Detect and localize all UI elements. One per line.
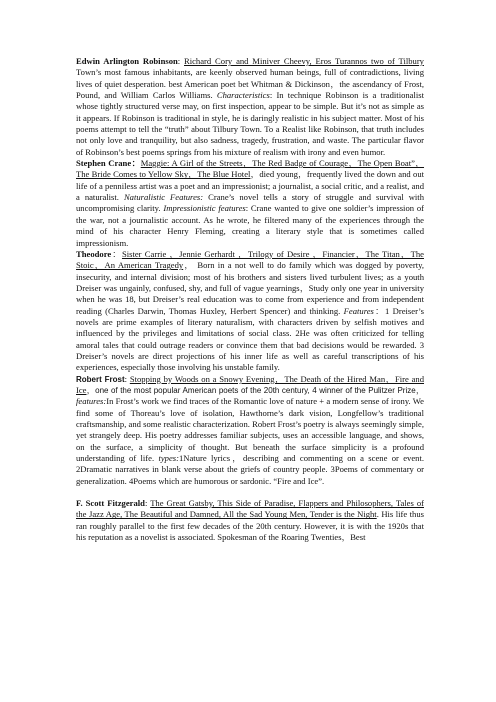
body-text: Town’s most famous inhabitants, are keenly observed human beings, full of contradictions, living lives of quiet desperation. best American poet bet Whitman & Dickinson，the ascendancy of Frost, Pound, and William Carlos Williams. bbox=[76, 67, 424, 101]
separator: : bbox=[124, 373, 130, 384]
body-text: ， Born in a not well to do family which was dogged by poverty, insecurity, and internal division; most of his brothers and sisters lived turbulent lives; as a youth Dreiser was ungainly, confused, shy, and full of vague yearnings，Study only one year in university when he was 18, but Dreiser’s real education was to come from experience and from independent reading (Charles Darwin, Thomas Huxley, Herbert Spencer) and thinking. bbox=[76, 260, 424, 316]
author-name: Edwin Arlington Robinson bbox=[76, 56, 178, 66]
author-name: Theodore bbox=[76, 248, 112, 259]
section-label: Features bbox=[343, 305, 374, 316]
body-text: 1Nature lyrics，describing and commenting on a scene or event. 2Dramatic narratives in blank verse about the griefs of country people. 3Poems of commentary or generalization. 4Poems which are humorous or sardonic. “Fire and Ice”. bbox=[76, 453, 424, 486]
separator: : bbox=[144, 498, 151, 509]
body-text: . His life thus ran roughly parallel to the first few decades of the 20th century. However, it is with the 1920s that his reputation as a novelist is associated. Spokesman of the Roaring Twenties，Best bbox=[76, 509, 424, 543]
body-text: ：1 Dreiser’s novels are prime examples of literary naturalism, with characters driven by selfish motives and influenced by the privileges and limitations of social class. 2He was often criticized for telling amoral tales that could outrage readers or convince them that bad decisions would be rewarded. 3 Dreiser’s novels are direct projections of his inner life as well as careful transcriptions of his experiences, especially those involving his unstable family. bbox=[76, 305, 424, 373]
body-text: In Frost’s work we find traces of the Romantic love of nature + a modern sense of irony. We find some of Thoreau’s love of isolation, Hawthorne’s dark vision, Longfellow’s traditional craftsmanship, and some realistic characterization. Robert Frost’s poetry is always seemingly simple, yet strangely deep. His poetry addresses familiar subjects, uses an accessible language, and shows, on the surface, a simplicity of thought. But beneath the surface simplicity is a profound understanding of life. bbox=[76, 396, 424, 464]
separator: : bbox=[177, 56, 184, 66]
body-text: ，one of the most popular American poets of the 20th century, 4 winner of the Pulitzer Prize， bbox=[86, 385, 424, 395]
separator: ： bbox=[131, 158, 141, 169]
works-list: The Great Gatsby, This Side of Paradise, Flappers and Philosophers, Tales of the Jazz Age, The Beautiful and Damned, All the Sad Young Men, Tender is the Night bbox=[76, 498, 424, 520]
paragraph-robinson bbox=[76, 56, 424, 158]
section-label: features: bbox=[76, 396, 107, 407]
author-name: F. Scott Fitzgerald bbox=[76, 498, 145, 509]
paragraph-fitzgerald bbox=[76, 498, 424, 543]
author-name: Stephen Crane bbox=[76, 158, 132, 169]
section-label: Impressionistic features bbox=[163, 203, 246, 214]
body-text: : In technique Robinson is a traditionalist whose tightly structured verse may, on first inspection, appear to be simple. But it’s not as simple as it appears. If Robinson is traditional in style, he is daringly realistic in his subject matter. Most of his poems attempt to tell the “truth” about Tilbury Town. To a Realist like Robinson, that truth includes not only love and tranquility, but also sadness, tragedy, frustration, and waste. The particular flavor of Robinson’s best poems springs from his mixture of realism with irony and even humor. bbox=[76, 90, 424, 157]
body-text: : Crane wanted to give one soldier’s impression of the war, not a journalistic account. As he wrote, he filtered many of the experiences through the mind of his character Henry Fleming, creating a literary style that is sometimes called impressionism. bbox=[76, 203, 424, 248]
document-page bbox=[76, 56, 424, 543]
separator: ： bbox=[111, 248, 122, 259]
paragraph-crane bbox=[76, 158, 424, 249]
section-label: types: bbox=[158, 453, 179, 464]
body-text: ，died young，frequently lived the down and out life of a penniless artist was a poet and an impressionist; a journalist, a social critic, and a realist, and a naturalist. bbox=[76, 169, 424, 203]
body-text: Crane’s novel tells a story of struggle and survival with uncompromising clarity. bbox=[76, 192, 424, 214]
works-list: Richard Cory and Miniver Cheevy, Eros Turannos two of Tilbury bbox=[184, 56, 424, 66]
section-label: Characteristics bbox=[216, 90, 270, 101]
paragraph-dreiser bbox=[76, 249, 424, 374]
works-list: Stopping by Woods on a Snowy Evening，The Death of the Hired Man，Fire and Ice bbox=[76, 373, 425, 395]
works-list: Sister Carrie ，Jennie Gerhardt ，Trilogy of Desire ，Financier，The Titan，The Stoic，An American Tragedy bbox=[76, 248, 424, 271]
author-name: Robert Frost bbox=[76, 374, 125, 384]
paragraph-gap bbox=[76, 487, 424, 498]
works-list: Maggie: A Girl of the Streets，The Red Badge of Courage，The Open Boat”，The Bride Comes to Yellow Sky，The Blue Hotel bbox=[76, 158, 425, 180]
section-label: Naturalistic Features: bbox=[123, 192, 204, 203]
paragraph-frost bbox=[76, 374, 424, 487]
